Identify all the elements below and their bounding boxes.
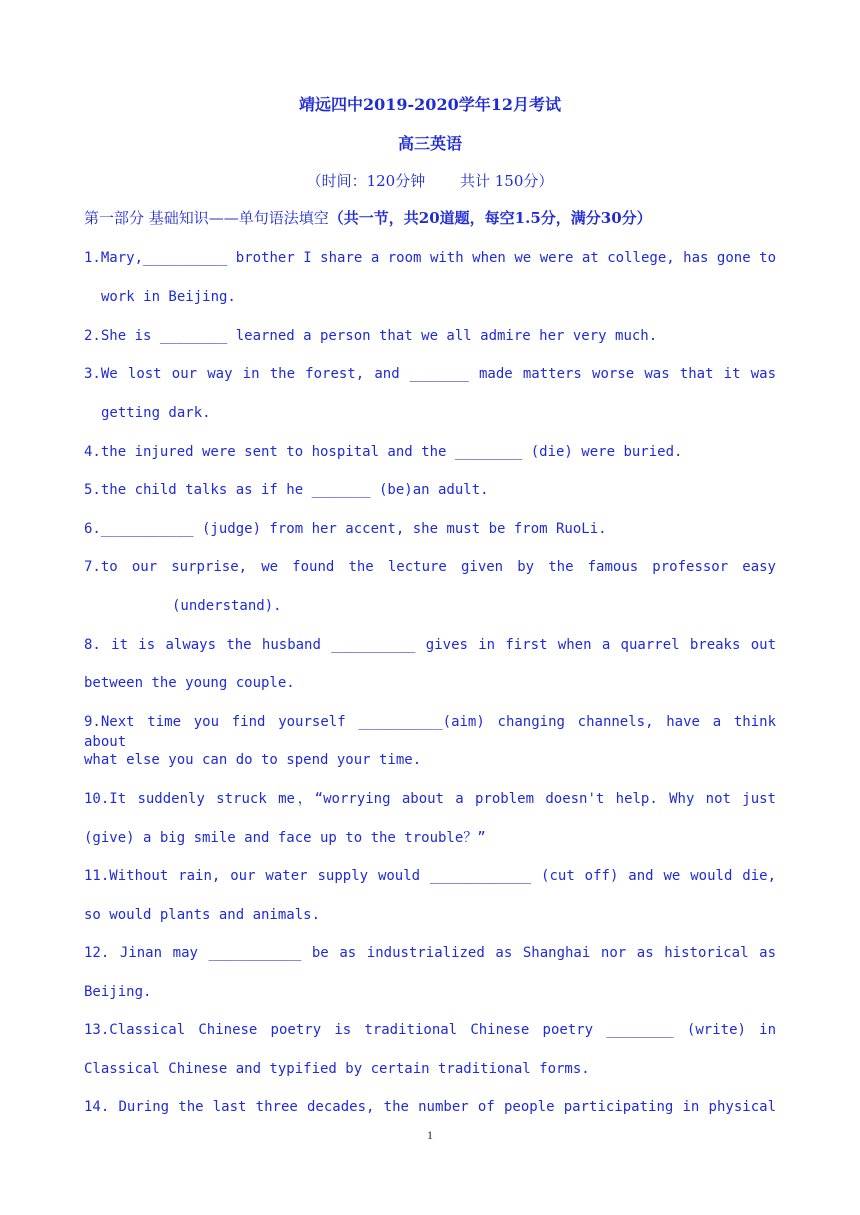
- exam-title: 靖远四中2019-2020学年12月考试: [299, 95, 561, 114]
- page-number: 1: [427, 1128, 433, 1142]
- question-line: 4.the injured were sent to hospital and the ________ (die) were buried.: [84, 444, 683, 460]
- question-line: 3.We lost our way in the forest, and _______ made matters worse was that it was: [84, 366, 776, 382]
- question-line: Classical Chinese and typified by certain traditional forms.: [84, 1061, 590, 1077]
- question-line: 8. it is always the husband __________ gives in first when a quarrel breaks out: [84, 637, 776, 653]
- exam-time-and-score: （时间：120分钟 共计 150分）: [306, 172, 554, 190]
- question-line: (understand).: [172, 598, 282, 614]
- question-line: getting dark.: [101, 405, 211, 421]
- question-line: (give) a big smile and face up to the trouble？”: [84, 830, 486, 846]
- question-line: so would plants and animals.: [84, 907, 321, 923]
- section-heading: [84, 207, 652, 228]
- section-label: 第一部分 基础知识——单句语法填空: [84, 209, 329, 227]
- question-line: 1.Mary,__________ brother I share a room with when we were at college, has gone to: [84, 250, 776, 266]
- question-line: 2.She is ________ learned a person that we all admire her very much.: [84, 328, 658, 344]
- question-line: 11.Without rain, our water supply would ____________ (cut off) and we would die,: [84, 868, 776, 884]
- question-line: between the young couple.: [84, 675, 295, 691]
- question-line: what else you can do to spend your time.: [84, 752, 422, 768]
- question-line: 13.Classical Chinese poetry is traditional Chinese poetry ________ (write) in: [84, 1022, 776, 1038]
- question-line: 12. Jinan may ___________ be as industrialized as Shanghai nor as historical as: [84, 945, 776, 961]
- question-line: 5.the child talks as if he _______ (be)an adult.: [84, 482, 489, 498]
- question-line: 10.It suddenly struck me，“worrying about a problem doesn't help. Why not just: [84, 791, 776, 807]
- question-line: 9.Next time you find yourself __________(aim) changing channels, have a think about: [84, 714, 776, 750]
- question-line: 6.___________ (judge) from her accent, she must be from RuoLi.: [84, 521, 607, 537]
- question-line: 7.to our surprise, we found the lecture given by the famous professor easy: [84, 559, 776, 575]
- exam-subject: 高三英语: [397, 134, 462, 153]
- question-line: 14. During the last three decades, the number of people participating in physical: [84, 1099, 776, 1115]
- section-instructions: （共一节，共20道题，每空1.5分，满分30分）: [328, 209, 652, 227]
- question-line: Beijing.: [84, 984, 152, 1000]
- question-line: work in Beijing.: [101, 289, 236, 305]
